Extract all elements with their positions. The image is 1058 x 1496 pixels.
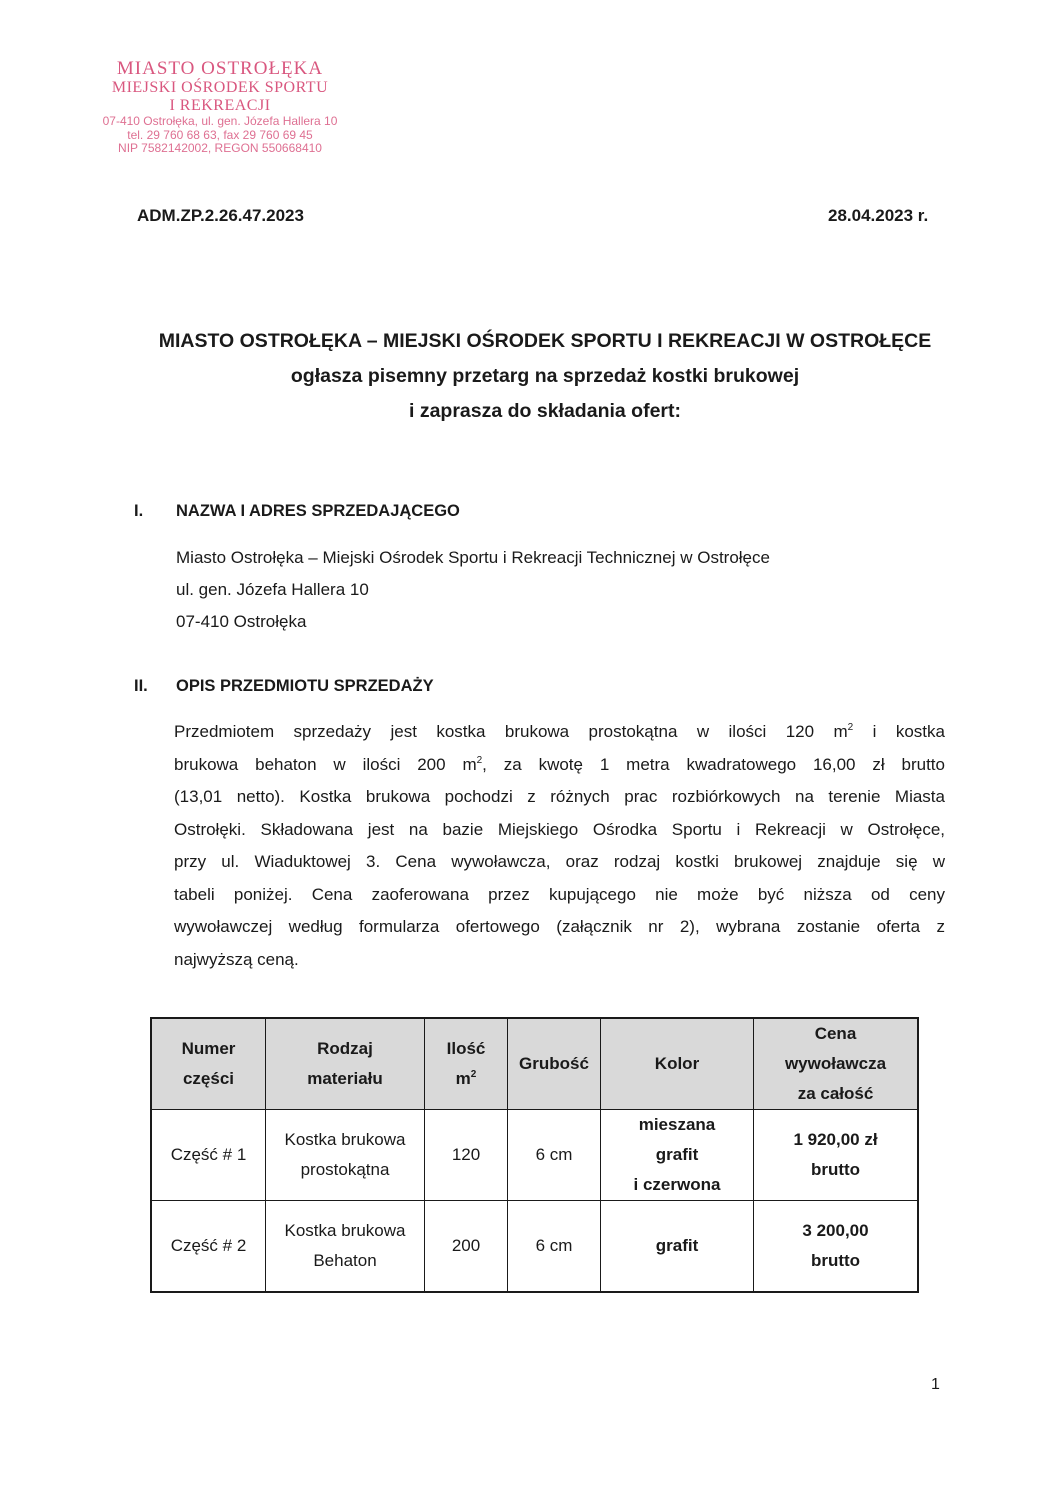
seller-address [176, 542, 770, 638]
header-quantity: Ilość $m^2$ [425, 1018, 508, 1110]
section-number: II. [134, 677, 148, 695]
paragraph-line: przy ul. Wiaduktowej 3. Cena wywoławcza, oraz rodzaj kostki brukowej znajduje się w [174, 852, 945, 871]
section-number: I. [134, 502, 144, 520]
cell-material: Kostka brukowa prostokątna [266, 1110, 425, 1201]
cell-quantity: 120 [425, 1110, 508, 1201]
cell-color: mieszana grafit i czerwona [601, 1110, 754, 1201]
stamp-line: tel. 29 760 68 63, fax 29 760 69 45 [127, 127, 313, 142]
items-table [150, 1017, 919, 1293]
address-line: 07-410 Ostrołęka [176, 612, 307, 631]
cell-thickness: 6 cm [508, 1110, 601, 1201]
institution-stamp [70, 58, 370, 155]
paragraph-line: wywoławczej według formularza ofertowego (załącznik nr 2), wybrana zostanie oferta z [174, 917, 945, 936]
stamp-line: MIASTO OSTROŁĘKA [116, 58, 324, 79]
reference-number: ADM.ZP.2.26.47.2023 [137, 206, 304, 225]
stamp-line: 07-410 Ostrołęka, ul. gen. Józefa Hallera 10 [102, 114, 338, 129]
section-heading [134, 677, 434, 696]
paragraph-line: brukowa behaton w ilości 200 $m^2$, za kwotę 1 metra kwadratowego 16,00 zł brutto [174, 754, 945, 774]
section-title: OPIS PRZEDMIOTU SPRZEDAŻY [176, 677, 434, 695]
table-header-row [151, 1018, 918, 1110]
page-number: 1 [931, 1376, 940, 1393]
title-line: MIASTO OSTROŁĘKA – MIEJSKI OŚRODEK SPORTU I REKREACJI W OSTROŁĘCE [158, 330, 932, 352]
header-thickness: Grubość [508, 1018, 601, 1110]
section-title: NAZWA I ADRES SPRZEDAJĄCEGO [176, 502, 460, 520]
title-line: i zaprasza do składania ofert: [408, 400, 681, 422]
cell-quantity: 200 [425, 1201, 508, 1293]
paragraph-line: (13,01 netto). Kostka brukowa pochodzi z różnych prac rozbiórkowych na terenie Miasta [174, 787, 945, 806]
cell-price: 1 920,00 zł brutto [754, 1110, 919, 1201]
header-material: Rodzaj materiału [266, 1018, 425, 1110]
cell-color: grafit [601, 1201, 754, 1293]
cell-part: Część # 2 [151, 1201, 266, 1293]
cell-part: Część # 1 [151, 1110, 266, 1201]
address-line: ul. gen. Józefa Hallera 10 [176, 580, 369, 599]
title-line: ogłasza pisemny przetarg na sprzedaż kostki brukowej [290, 365, 800, 387]
table-row [151, 1201, 918, 1293]
stamp-line: MIEJSKI OŚRODEK SPORTU [111, 79, 329, 97]
header-color: Kolor [601, 1018, 754, 1110]
paragraph-line: tabeli poniżej. Cena zaoferowana przez kupującego nie może być niższa od ceny [174, 884, 945, 904]
stamp-line: I REKREACJI [169, 97, 271, 115]
cell-thickness: 6 cm [508, 1201, 601, 1293]
cell-price: 3 200,00 brutto [754, 1201, 919, 1293]
paragraph-line: najwyższą ceną. [174, 949, 299, 969]
header-part: Numer części [151, 1018, 266, 1110]
paragraph-line: Przedmiotem sprzedaży jest kostka brukowa prostokątna w ilości 120 $m^2$ i kostka [174, 722, 945, 741]
address-line: Miasto Ostrołęka – Miejski Ośrodek Sportu i Rekreacji Technicznej w Ostrołęce [176, 548, 770, 567]
table-row [151, 1110, 918, 1201]
document-title [100, 324, 990, 429]
stamp-line: NIP 7582142002, REGON 550668410 [118, 140, 322, 155]
document-date: 28.04.2023 r. [828, 206, 929, 225]
header-price: Cena wywoławcza za całość [754, 1018, 919, 1110]
section-heading [134, 502, 460, 521]
paragraph-line: Ostrołęki. Składowana jest na bazie Miejskiego Ośrodka Sportu i Rekreacji w Ostrołęce, [174, 819, 945, 839]
cell-material: Kostka brukowa Behaton [266, 1201, 425, 1293]
description-paragraph [174, 716, 945, 976]
